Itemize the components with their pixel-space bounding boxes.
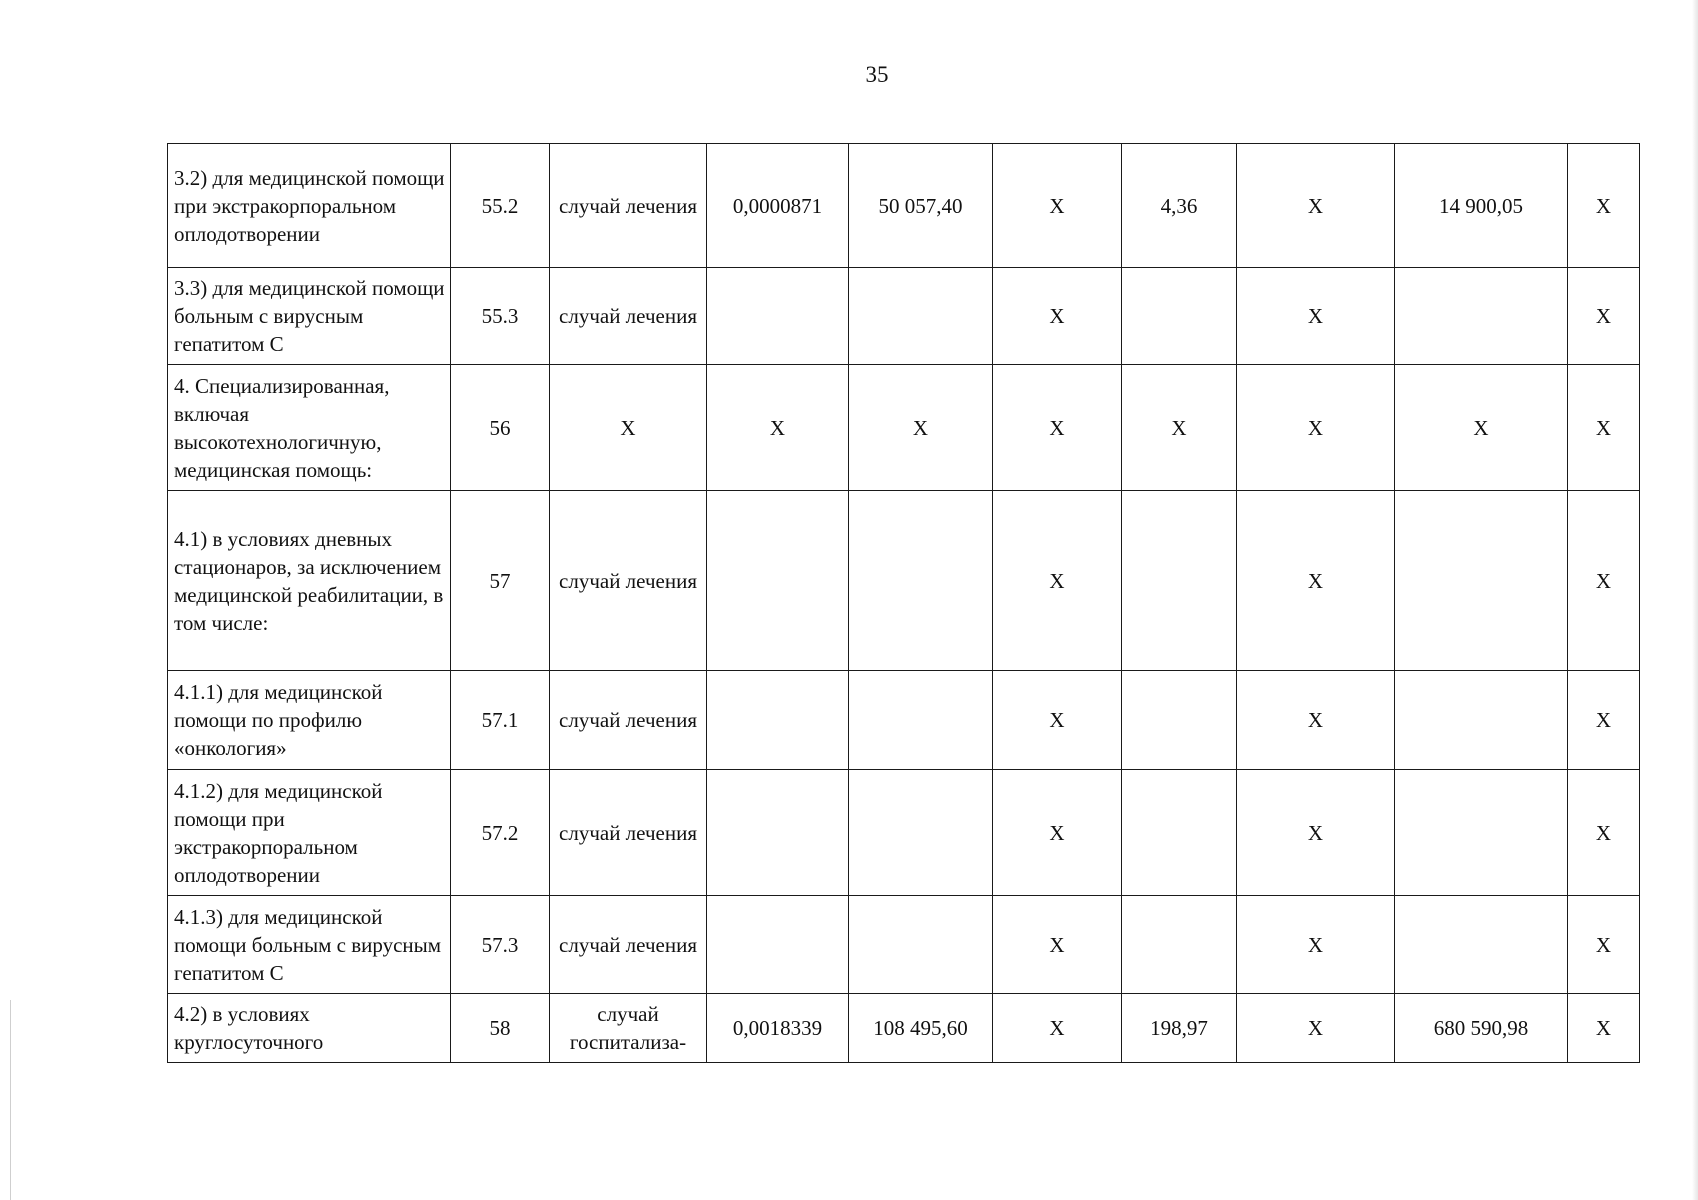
row-cell-c8: X bbox=[1237, 144, 1395, 268]
row-cell-c7: 198,97 bbox=[1122, 994, 1237, 1063]
table-row bbox=[168, 994, 1640, 1063]
row-cell-c6: X bbox=[993, 896, 1122, 994]
row-unit: случай лечения bbox=[550, 770, 707, 896]
row-cell-c7 bbox=[1122, 491, 1237, 671]
row-cell-c10: X bbox=[1568, 994, 1640, 1063]
tariff-table-container bbox=[167, 143, 1640, 1063]
scan-edge bbox=[1692, 0, 1698, 1200]
row-cell-c6: X bbox=[993, 365, 1122, 491]
row-cell-c7: X bbox=[1122, 365, 1237, 491]
row-code: 57.1 bbox=[451, 671, 550, 770]
row-cell-c8: X bbox=[1237, 365, 1395, 491]
row-cell-c10: X bbox=[1568, 491, 1640, 671]
row-cell-c8: X bbox=[1237, 896, 1395, 994]
row-code: 57.2 bbox=[451, 770, 550, 896]
row-code: 55.2 bbox=[451, 144, 550, 268]
row-code: 55.3 bbox=[451, 268, 550, 365]
row-cell-c10: X bbox=[1568, 671, 1640, 770]
row-cell-c4 bbox=[707, 491, 849, 671]
row-cell-c7 bbox=[1122, 896, 1237, 994]
row-cell-c5 bbox=[849, 671, 993, 770]
row-cell-c5 bbox=[849, 896, 993, 994]
row-cell-c8: X bbox=[1237, 770, 1395, 896]
row-description: 4.1.3) для медицинской помощи больным с вирусным гепатитом С bbox=[168, 896, 451, 994]
scan-mark bbox=[10, 1000, 11, 1200]
row-unit: случай лечения bbox=[550, 491, 707, 671]
row-cell-c4: X bbox=[707, 365, 849, 491]
row-cell-c7 bbox=[1122, 671, 1237, 770]
row-cell-c7 bbox=[1122, 268, 1237, 365]
table-row bbox=[168, 770, 1640, 896]
row-cell-c9: 680 590,98 bbox=[1395, 994, 1568, 1063]
row-cell-c5: 108 495,60 bbox=[849, 994, 993, 1063]
row-cell-c6: X bbox=[993, 268, 1122, 365]
row-unit: случай лечения bbox=[550, 671, 707, 770]
row-cell-c4: 0,0000871 bbox=[707, 144, 849, 268]
row-cell-c9: X bbox=[1395, 365, 1568, 491]
row-cell-c4 bbox=[707, 268, 849, 365]
row-description: 3.3) для медицинской помощи больным с вирусным гепатитом С bbox=[168, 268, 451, 365]
row-cell-c4 bbox=[707, 671, 849, 770]
table-row bbox=[168, 671, 1640, 770]
row-cell-c8: X bbox=[1237, 994, 1395, 1063]
row-description: 4.1) в условиях дневных стационаров, за исключением медицинской реабилитации, в том числе: bbox=[168, 491, 451, 671]
row-cell-c5: X bbox=[849, 365, 993, 491]
row-cell-c10: X bbox=[1568, 144, 1640, 268]
row-code: 58 bbox=[451, 994, 550, 1063]
row-unit: случай госпитализа- bbox=[550, 994, 707, 1063]
row-code: 56 bbox=[451, 365, 550, 491]
row-cell-c6: X bbox=[993, 770, 1122, 896]
page-number: 35 bbox=[865, 62, 889, 87]
row-cell-c4 bbox=[707, 770, 849, 896]
row-cell-c9 bbox=[1395, 770, 1568, 896]
row-cell-c5 bbox=[849, 770, 993, 896]
row-cell-c10: X bbox=[1568, 365, 1640, 491]
row-cell-c6: X bbox=[993, 491, 1122, 671]
row-unit: X bbox=[550, 365, 707, 491]
row-cell-c4: 0,0018339 bbox=[707, 994, 849, 1063]
row-cell-c9 bbox=[1395, 268, 1568, 365]
table-row bbox=[168, 268, 1640, 365]
row-code: 57.3 bbox=[451, 896, 550, 994]
row-description: 4.1.2) для медицинской помощи при экстракорпоральном оплодотворении bbox=[168, 770, 451, 896]
row-description: 4.2) в условиях круглосуточного bbox=[168, 994, 451, 1063]
row-cell-c5: 50 057,40 bbox=[849, 144, 993, 268]
row-cell-c9 bbox=[1395, 491, 1568, 671]
row-cell-c9 bbox=[1395, 896, 1568, 994]
table-row bbox=[168, 896, 1640, 994]
row-cell-c6: X bbox=[993, 144, 1122, 268]
row-cell-c8: X bbox=[1237, 671, 1395, 770]
row-cell-c10: X bbox=[1568, 770, 1640, 896]
row-cell-c9 bbox=[1395, 671, 1568, 770]
row-cell-c6: X bbox=[993, 994, 1122, 1063]
row-unit: случай лечения bbox=[550, 896, 707, 994]
row-description: 4.1.1) для медицинской помощи по профилю «онкология» bbox=[168, 671, 451, 770]
row-cell-c5 bbox=[849, 491, 993, 671]
row-cell-c7 bbox=[1122, 770, 1237, 896]
row-cell-c9: 14 900,05 bbox=[1395, 144, 1568, 268]
row-unit: случай лечения bbox=[550, 268, 707, 365]
row-unit: случай лечения bbox=[550, 144, 707, 268]
table-row bbox=[168, 365, 1640, 491]
row-code: 57 bbox=[451, 491, 550, 671]
tariff-table bbox=[167, 143, 1640, 1063]
row-description: 4. Специализированная, включая высокотехнологичную, медицинская помощь: bbox=[168, 365, 451, 491]
row-cell-c6: X bbox=[993, 671, 1122, 770]
row-description: 3.2) для медицинской помощи при экстракорпоральном оплодотворении bbox=[168, 144, 451, 268]
table-row bbox=[168, 491, 1640, 671]
row-cell-c7: 4,36 bbox=[1122, 144, 1237, 268]
row-cell-c5 bbox=[849, 268, 993, 365]
table-row bbox=[168, 144, 1640, 268]
row-cell-c4 bbox=[707, 896, 849, 994]
row-cell-c8: X bbox=[1237, 268, 1395, 365]
row-cell-c10: X bbox=[1568, 896, 1640, 994]
row-cell-c8: X bbox=[1237, 491, 1395, 671]
row-cell-c10: X bbox=[1568, 268, 1640, 365]
